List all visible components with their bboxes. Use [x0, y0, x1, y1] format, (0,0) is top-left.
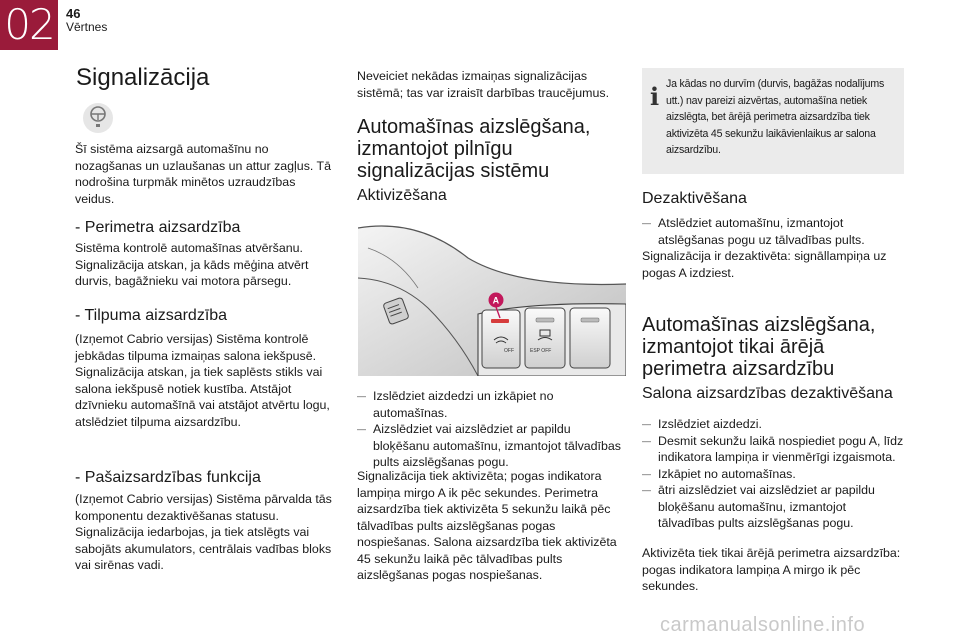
info-text: Ja kādas no durvīm (durvis, bagāžas nodalījums utt.) nav pareizi aizvērtas, automašīna netiek aizslēgta, bet ārējā perimetra aizsardzība tiek aktivizēta 45 sekunžu laikāvienlaikus ar salona aizsardzību.	[666, 78, 885, 156]
cabin-deactivation-steps	[642, 416, 904, 532]
cabin-step: — Izslēdziet aizdedzi.	[642, 416, 904, 433]
full-alarm-title: Automašīnas aizslēgšana, izmantojot pilnīgu signalizācijas sistēmu	[357, 116, 591, 182]
off-button-label: OFF	[504, 348, 514, 354]
perimeter-only-title: Automašīnas aizslēgšana, izmantojot tikai ārējā perimetra aizsardzību	[642, 314, 876, 380]
deactivation-after-text: Signalizācija ir dezaktivēta: signāllampiņa uz pogas A izdziest.	[642, 249, 887, 280]
marker-a: A	[492, 295, 500, 306]
alarm-car-icon	[82, 102, 114, 134]
activation-steps	[357, 388, 627, 471]
selfprot-title: - Pašaizsardzības funkcija	[75, 469, 261, 486]
cabin-deactivation-title: Salona aizsardzības dezaktivēšana	[642, 385, 893, 402]
activation-step: — Aizslēdziet vai aizslēdziet ar papildu bloķēšanu automašīnu, izmantojot tālvadības pults aizslēgšanas pogu.	[357, 421, 627, 471]
deactivation-step: — Atslēdziet automašīnu, izmantojot atslēgšanas pogu uz tālvadības pults.	[642, 215, 904, 248]
warning-text: Neveiciet nekādas izmaiņas signalizācijas sistēmā; tas var izraisīt darbības traucējumus.	[357, 69, 610, 100]
cabin-step: — Desmit sekunžu laikā nospiediet pogu A, līdz indikatora lampiņa ir vienmērīgi izgaismota.	[642, 433, 904, 466]
info-icon: i	[650, 82, 660, 111]
volume-title: - Tilpuma aizsardzība	[75, 307, 228, 324]
deactivation-title: Dezaktivēšana	[642, 190, 747, 207]
cabin-after-text: Aktivizēta tiek tikai ārējā perimetra aizsardzība: pogas indikatora lampiņa A mirgo ik pēc sekundes.	[642, 546, 901, 593]
esp-off-button-label: ESP OFF	[530, 348, 552, 354]
alarm-button-photo	[358, 218, 626, 376]
selfprot-text: (Izņemot Cabrio versijas) Sistēma pārvalda tās komponentu dezaktivēšanas statusu. Signalizācija iedarbojas, ja tiek atslēgts vai sabojāts akumulators, centrālais vadības bloks vai sirēnas vadi.	[75, 492, 332, 572]
deactivation-steps	[642, 215, 904, 248]
page-title: Signalizācija	[76, 64, 210, 91]
cabin-step: — Izkāpiet no automašīnas.	[642, 466, 904, 483]
watermark: carmanualsonline.info	[660, 614, 866, 636]
info-box	[642, 68, 904, 174]
activation-title: Aktivizēšana	[357, 187, 447, 204]
activation-step: — Izslēdziet aizdedzi un izkāpiet no automašīnas.	[357, 388, 627, 421]
cabin-step: — ātri aizslēdziet vai aizslēdziet ar papildu bloķēšanu automašīnu, izmantojot tālvadības pults aizslēgšanas pogu.	[642, 482, 904, 532]
page-number: 46	[66, 6, 81, 21]
page-section: Vērtnes	[66, 20, 108, 34]
chapter-tab: 02	[0, 0, 58, 50]
perimeter-text: Sistēma kontrolē automašīnas atvēršanu. Signalizācija atskan, ja kāds mēģina atvērt durvis, bagāžnieku vai motora pārsegu.	[75, 241, 309, 288]
intro-text: Šī sistēma aizsargā automašīnu no nozagšanas un uzlaušanas un attur zagļus. Tā nodrošina turpmāk minētos uzraudzības veidus.	[75, 142, 332, 206]
volume-text: (Izņemot Cabrio versijas) Sistēma kontrolē jebkādas tilpuma izmaiņas salona iekšpusē. Signalizācija atskan, ja tiek saplēsts stikls vai salona iekšpusē notiek kustība. Atstājot dzīvnieku automašīnā vai atstājot atvērtu logu, atslēdziet tilpuma aizsardzību.	[75, 332, 330, 429]
activation-after-text: Signalizācija tiek aktivizēta; pogas indikatora lampiņa mirgo A ik pēc sekundes. Perimetra aizsardzība tiek aktivizēta 5 sekunžu laikā pēc tālvadības pults aizslēgšanas pogas nospiešanas. Salona aizsardzība tiek aktivizēta 45 sekunžu laikā pēc tālvadības pults aizslēgšanas pogas nospiešanas.	[357, 469, 617, 582]
perimeter-title: - Perimetra aizsardzība	[75, 219, 241, 236]
